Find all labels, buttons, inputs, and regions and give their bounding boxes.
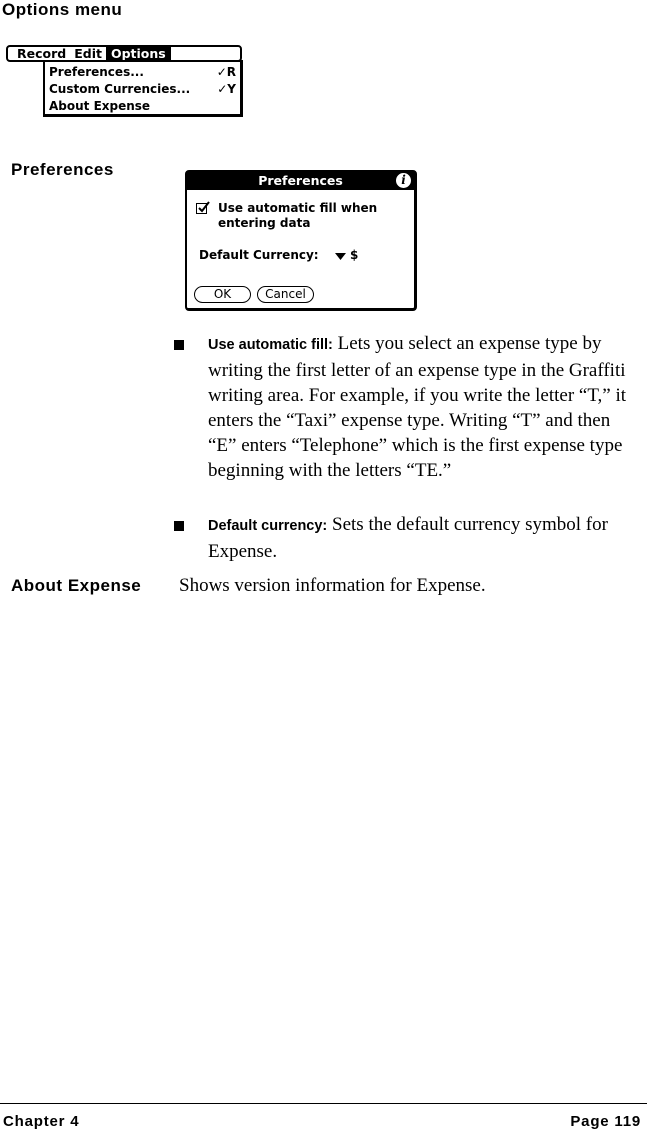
menu-item-about-expense[interactable] [49, 98, 236, 114]
footer-rule [0, 1103, 647, 1104]
ok-button[interactable]: OK [194, 286, 251, 303]
menu-item-label: Preferences... [49, 65, 144, 79]
dialog-title-text: Preferences [258, 173, 343, 188]
dialog-title [187, 172, 414, 190]
autofill-checkbox-label: Use automatic fill when entering data [218, 201, 378, 230]
default-currency-value[interactable]: $ [350, 248, 359, 262]
bullet-term: Use automatic fill: [208, 337, 333, 353]
options-menu-screenshot [6, 45, 246, 120]
bullet-text: Lets you select an expense type by writing the first letter of an expense type in the Graffiti writing area. For example, if you write the letter “T,” it enters the “Taxi” expense type. Writing “T” and then “E” enters “Telephone” which is the first expense type beginning with the letters “TE.” [208, 333, 627, 481]
menu-item-preferences[interactable] [49, 64, 236, 80]
menu-item-shortcut: ✓R [216, 65, 236, 79]
bullet-icon [174, 340, 184, 350]
cancel-button[interactable]: Cancel [257, 286, 314, 303]
dropdown-triangle-icon[interactable] [335, 253, 346, 260]
options-dropdown [43, 60, 243, 117]
menu-item-custom-currencies[interactable] [49, 81, 236, 97]
menu-item-label: Custom Currencies... [49, 82, 191, 96]
menu-item-shortcut: ✓Y [217, 82, 236, 96]
about-text: Shows version information for Expense. [179, 575, 486, 596]
bullet-default-currency [208, 512, 608, 564]
preferences-dialog [185, 170, 417, 311]
bullet-automatic-fill [208, 331, 638, 483]
section-title: Options menu [2, 0, 123, 19]
default-currency-label: Default Currency: [199, 248, 319, 262]
footer-chapter: Chapter 4 [3, 1113, 80, 1130]
menu-options[interactable]: Options [106, 47, 171, 60]
menu-edit[interactable]: Edit [74, 46, 102, 61]
bullet-text: Sets the default currency symbol for Expense. [208, 514, 608, 562]
about-heading: About Expense [11, 576, 142, 595]
bullet-icon [174, 521, 184, 531]
checkmark-icon [197, 200, 211, 214]
autofill-checkbox[interactable] [196, 203, 207, 214]
preferences-heading: Preferences [11, 160, 114, 179]
bullet-term: Default currency: [208, 518, 328, 534]
footer-page: Page 119 [570, 1113, 641, 1130]
info-icon[interactable]: i [396, 173, 411, 188]
menu-record[interactable]: Record [17, 46, 67, 61]
menu-item-label: About Expense [49, 99, 151, 113]
